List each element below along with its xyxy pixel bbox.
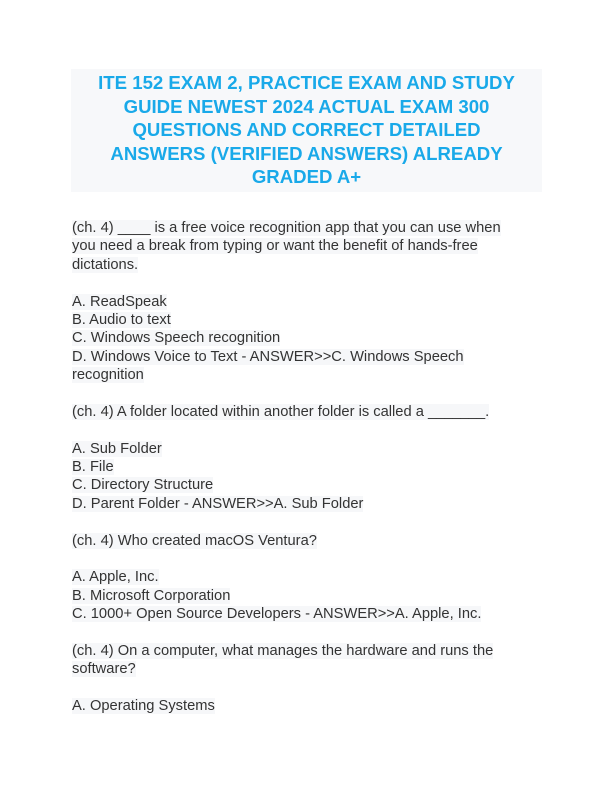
answer-option: recognition xyxy=(72,367,144,384)
spacer xyxy=(72,624,542,642)
question-text-line: you need a break from typing or want the benefit of hands-free xyxy=(72,238,478,255)
spacer xyxy=(72,274,542,292)
spacer xyxy=(72,513,542,531)
answer-option: A. Apple, Inc. xyxy=(72,569,159,586)
answer-option: C. 1000+ Open Source Developers - ANSWER>>A. Apple, Inc. xyxy=(72,606,482,623)
question-text-line: (ch. 4) Who created macOS Ventura? xyxy=(72,532,317,549)
title-line: ITE 152 EXAM 2, PRACTICE EXAM AND STUDY xyxy=(98,72,515,93)
question-list xyxy=(72,219,542,716)
spacer xyxy=(72,385,542,403)
title-line: GUIDE NEWEST 2024 ACTUAL EXAM 300 xyxy=(123,95,490,117)
document-title xyxy=(71,69,542,192)
answer-option: B. Audio to text xyxy=(72,311,171,328)
question-3 xyxy=(72,532,542,624)
answer-option: A. ReadSpeak xyxy=(72,293,167,310)
answer-option: D. Windows Voice to Text - ANSWER>>C. Windows Speech xyxy=(72,348,464,365)
answer-option: C. Windows Speech recognition xyxy=(72,330,281,347)
answer-option: C. Directory Structure xyxy=(72,477,214,494)
answer-option: B. File xyxy=(72,459,114,476)
title-line: GRADED A+ xyxy=(251,166,362,188)
question-text-line: (ch. 4) ____ is a free voice recognition app that you can use when xyxy=(72,220,501,236)
title-line: QUESTIONS AND CORRECT DETAILED xyxy=(132,119,481,141)
question-4 xyxy=(72,642,542,716)
title-line: ANSWERS (VERIFIED ANSWERS) ALREADY xyxy=(110,142,503,164)
question-text-line: (ch. 4) On a computer, what manages the hardware and runs the xyxy=(72,642,494,659)
question-text-line: (ch. 4) A folder located within another folder is called a _______. xyxy=(72,403,490,420)
spacer xyxy=(72,679,542,697)
question-2 xyxy=(72,403,542,513)
question-text-line: software? xyxy=(72,661,136,678)
answer-option: D. Parent Folder - ANSWER>>A. Sub Folder xyxy=(72,495,364,512)
answer-option: B. Microsoft Corporation xyxy=(72,587,231,604)
answer-option: A. Operating Systems xyxy=(72,698,215,715)
question-text-line: dictations. xyxy=(72,256,139,273)
spacer xyxy=(72,421,542,439)
question-1 xyxy=(72,219,542,385)
answer-option: A. Sub Folder xyxy=(72,440,162,457)
spacer xyxy=(72,550,542,568)
